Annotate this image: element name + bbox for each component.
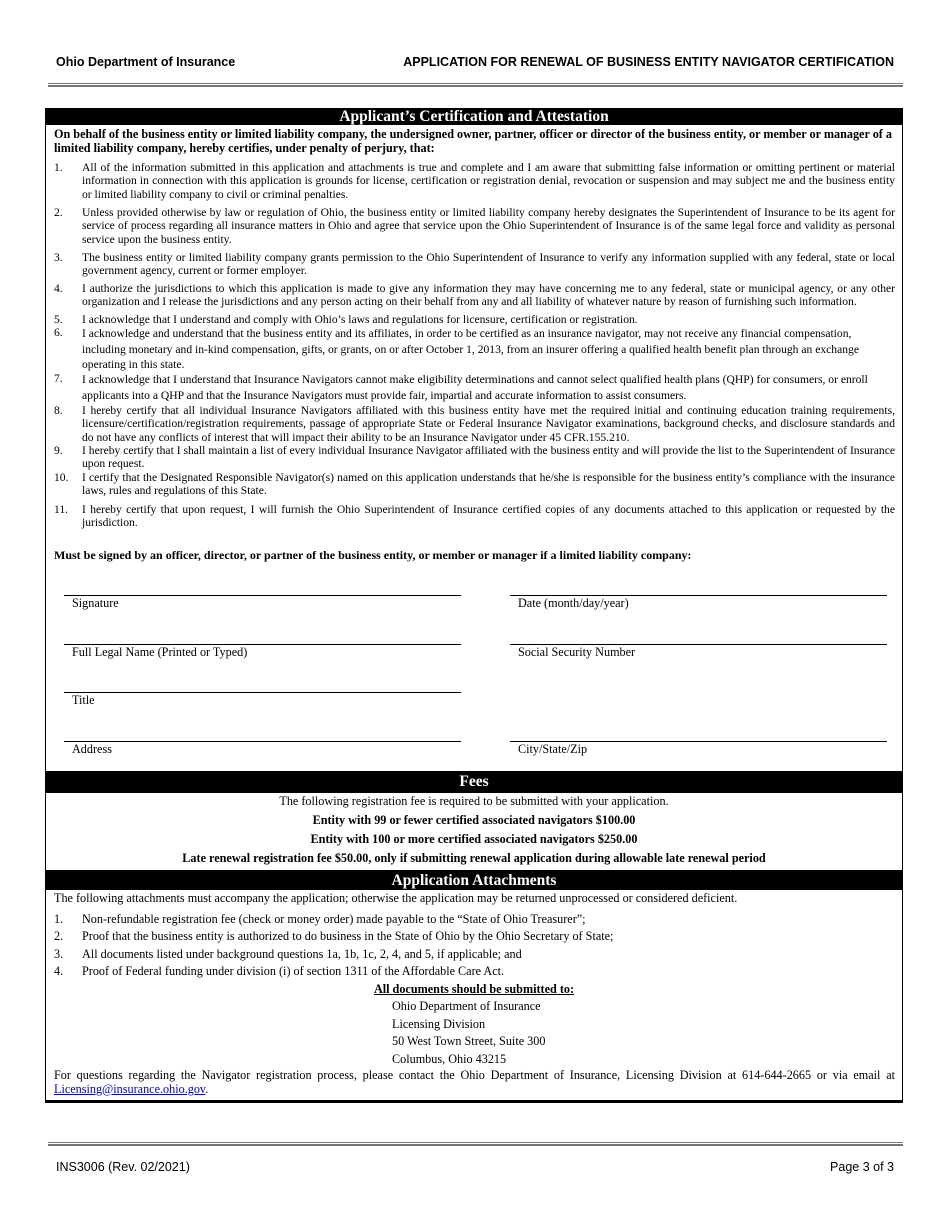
- title-label: Title: [72, 693, 95, 707]
- contact-email-link[interactable]: Licensing@insurance.ohio.gov: [54, 1082, 206, 1096]
- title-line[interactable]: [64, 692, 461, 693]
- signature-label: Signature: [72, 596, 119, 610]
- attestation-intro: On behalf of the business entity or limited liability company, the undersigned owner, partner, officer or director of the business entity, or member or manager of a limited liability company, hereby certifies, under penalty of perjury, that:: [54, 127, 892, 155]
- attestation-item-3: 3. The business entity or limited liability company grants permission to the Ohio Superintendent of Insurance to verify any information supplied with any federal, state or local government agency, current or former employer.: [54, 251, 895, 278]
- submit-heading: All documents should be submitted to:: [373, 982, 575, 996]
- address-line-3: 50 West Town Street, Suite 300: [392, 1034, 546, 1048]
- attestation-item-4: 4. I authorize the jurisdictions to which this application is made to give any information they may have concerning me to any federal, state or municipal agency, or any other organization and I release the jurisdictions and any person acting on their behalf from any and all liability of whatever nature by reason of furnishing such information.: [54, 282, 895, 309]
- ssn-label: Social Security Number: [518, 645, 636, 659]
- contact-paragraph: For questions regarding the Navigator registration process, please contact the Ohio Department of Insurance, Licensing Division at 614-644-2665 or via email at Licensing@insurance.ohio.gov.: [54, 1068, 895, 1096]
- address-label: Address: [72, 742, 112, 756]
- address-line[interactable]: [64, 741, 461, 742]
- address-line-4: Columbus, Ohio 43215: [392, 1052, 507, 1066]
- attestation-item-1: 1. All of the information submitted in this application and attachments is true and complete and I am aware that submitting false information or omitting pertinent or material information in connection with this application is grounds for license, certification or registration denial, revocation or suspension and may subject me and the business entity or limited liability company to civil or criminal penalties.: [54, 161, 895, 201]
- page-number: Page 3 of 3: [830, 1160, 894, 1174]
- form-number: INS3006 (Rev. 02/2021): [56, 1160, 190, 1174]
- attestation-item-5: 5. I acknowledge that I understand and comply with Ohio’s laws and regulations for licensure, certification or registration.: [54, 313, 638, 326]
- attestation-item-11: 11. I hereby certify that upon request, I will furnish the Ohio Superintendent of Insurance certified copies of any documents attached to this application or requested by the jurisdiction.: [54, 503, 895, 530]
- agency-name: Ohio Department of Insurance: [56, 55, 236, 69]
- attestation-item-8: 8. I hereby certify that all individual Insurance Navigators affiliated with this business entity have met the required initial and continuing education training requirements, licensure/certification/registration requirements, passage of appropriate State or Federal Insurance Navigator examinations, background checks, and disclosure standards and do not have any conflicts of interest that will impact their ability to be an Insurance Navigator under 45 CFR.155.210.: [54, 404, 895, 444]
- signature-line[interactable]: [64, 595, 461, 596]
- date-label: Date (month/day/year): [518, 596, 629, 610]
- fee-late-renewal: Late renewal registration fee $50.00, only if submitting renewal application during allowable late renewal period: [182, 851, 766, 865]
- attachments-heading: Application Attachments: [46, 870, 902, 890]
- address-line-2: Licensing Division: [392, 1017, 486, 1031]
- fees-intro: The following registration fee is required to be submitted with your application.: [279, 794, 669, 808]
- footer-rule: [48, 1142, 903, 1146]
- attestation-item-7: 7. I acknowledge that I understand that Insurance Navigators cannot make eligibility determinations and cannot select qualified health plans (QHP) for consumers, or enroll applicants into a QHP and that the Insurance Navigators must provide fair, impartial and accurate information to assist consumers.: [54, 372, 868, 402]
- header-rule: [48, 83, 903, 87]
- attachment-item-3: 3. All documents listed under background questions 1a, 1b, 1c, 2, 4, and 5, if applicable; and: [54, 947, 522, 961]
- full-name-label: Full Legal Name (Printed or Typed): [72, 645, 248, 659]
- attestation-item-6: 6. I acknowledge and understand that the business entity and its affiliates, in order to be certified as an insurance navigator, may not receive any financial compensation, including monetary and in-kind compensation, gifts, or grants, on or after October 1, 2013, from an insurer offering a qualified health benefit plan through an exchange operating in this state.: [54, 326, 859, 371]
- attestation-heading: Applicant’s Certification and Attestation: [46, 108, 902, 125]
- attestation-item-10: 10. I certify that the Designated Responsible Navigator(s) named on this application understands that he/she is responsible for the business entity’s compliance with the insurance laws, rules and regulations of this State.: [54, 471, 895, 498]
- attestation-item-9: 9. I hereby certify that I shall maintain a list of every individual Insurance Navigator affiliated with the business entity and will provide the list to the Superintendent of Insurance upon request.: [54, 444, 895, 471]
- fee-small-entity: Entity with 99 or fewer certified associated navigators $100.00: [312, 813, 636, 827]
- form-frame: [45, 108, 903, 1103]
- attachment-item-2: 2. Proof that the business entity is authorized to do business in the State of Ohio by the Ohio Secretary of State;: [54, 929, 614, 943]
- fees-heading: Fees: [46, 771, 902, 793]
- attachment-item-1: 1. Non-refundable registration fee (check or money order) made payable to the “State of Ohio Treasurer”;: [54, 912, 586, 926]
- attachments-intro: The following attachments must accompany the application; otherwise the application may be returned unprocessed or considered deficient.: [54, 891, 738, 905]
- attachment-item-4: 4. Proof of Federal funding under division (i) of section 1311 of the Affordable Care Act.: [54, 964, 505, 978]
- fee-large-entity: Entity with 100 or more certified associated navigators $250.00: [310, 832, 638, 846]
- form-title: APPLICATION FOR RENEWAL OF BUSINESS ENTITY NAVIGATOR CERTIFICATION: [403, 55, 894, 69]
- attestation-item-2: 2. Unless provided otherwise by law or regulation of Ohio, the business entity or limited liability company hereby designates the Superintendent of Insurance to be its agent for service of process regarding all insurance matters in Ohio and agree that service upon the Ohio Superintendent of Insurance is of the same legal force and validity as personal service upon the business entity.: [54, 206, 895, 246]
- city-state-zip-label: City/State/Zip: [518, 742, 588, 756]
- signature-requirement: Must be signed by an officer, director, or partner of the business entity, or member or manager if a limited liability company:: [54, 548, 692, 562]
- address-line-1: Ohio Department of Insurance: [392, 999, 541, 1013]
